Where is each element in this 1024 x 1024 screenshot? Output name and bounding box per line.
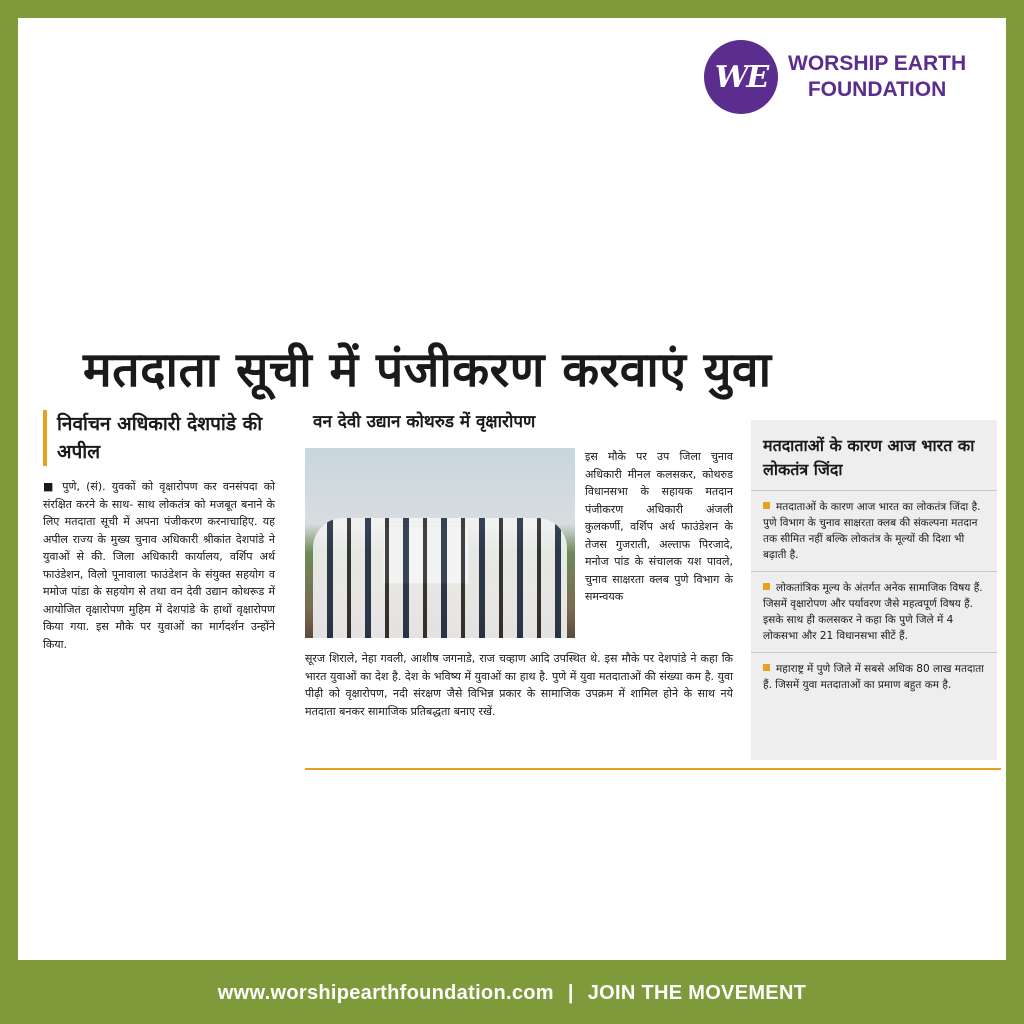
group-photo bbox=[305, 448, 575, 638]
sidebar-point bbox=[751, 490, 997, 571]
middle-side-text: इस मौके पर उप जिला चुनाव अधिकारी मीनल कलसकर, कोथरुड विधानसभा के सहायक मतदान पंजीकरण अधिकारी अंजली कुलकर्णी, वर्शिप अर्थ फाउंडेशन के तेजस गुजराती, अल्ताफ पिरजादे, मनोज पांड के संचालक यश पावले, चुनाव साक्षरता क्लब पुणे विभाग के समन्वयक bbox=[585, 450, 733, 603]
left-subhead: निर्वाचन अधिकारी देशपांडे की अपील bbox=[43, 410, 275, 466]
brand-name-line2: FOUNDATION bbox=[807, 78, 947, 101]
sidebar-point-text: महाराष्ट्र में पुणे जिले में सबसे अधिक 80 लाख मतदाता हैं. जिसमें युवा मतदाताओं का प्रमाण बहुत कम है. bbox=[763, 663, 985, 691]
accent-rule bbox=[305, 768, 1001, 770]
sidebar-point-text: लोकतांत्रिक मूल्य के अंतर्गत अनेक सामाजिक विषय हैं. जिसमें वृक्षारोपण और पर्यावरण जैसे महत्वपूर्ण विषय हैं. इसके साथ ही कलसकर ने कहा कि पुणे जिले में 4 लोकसभा और 21 विधानसभा सीटें हैं. bbox=[763, 582, 983, 642]
middle-bottom-text: सूरज शिराले, नेहा गवली, आशीष जगनाडे, राज चव्हाण आदि उपस्थित थे. इस मौके पर देशपांडे ने कहा कि भारत युवाओं का देश है. देश के भविष्य में युवाओं का हाथ है. पुणे में युवा मतदाताओं की संख्या कम है. युवा पीढ़ी को वृक्षारोपण, नदी संरक्षण जैसे विभिन्न प्रकार के सामाजिक उपक्रम में शामिल होने के साथ नये मतदाता बनकर सामाजिक प्रतिबद्धता बनाए रखें. bbox=[305, 652, 733, 718]
sidebar-point bbox=[751, 652, 997, 701]
brand-name bbox=[788, 51, 966, 103]
website-link[interactable]: www.worshipearthfoundation.com bbox=[217, 982, 554, 1004]
footer-separator: | bbox=[567, 982, 574, 1004]
sidebar-heading: मतदाताओं के कारण आज भारत का लोकतंत्र जिंदा bbox=[763, 436, 975, 479]
bullet-square-icon bbox=[763, 502, 770, 509]
sidebar-point bbox=[751, 571, 997, 652]
left-column bbox=[43, 410, 275, 653]
middle-subhead: वन देवी उद्यान कोथरुड में वृक्षारोपण bbox=[313, 412, 536, 432]
middle-column bbox=[305, 410, 733, 718]
newspaper-clipping bbox=[43, 338, 988, 768]
left-body: ■ पुणे, (सं). युवकों को वृक्षारोपण कर वनसंपदा को संरक्षित करने के साथ- साथ लोकतंत्र को मजबूत बनाने के लिए मतदाता सूची में अपना पंजीकरण करनाचाहिए. यह अपील राज्य के मुख्य चुनाव अधिकारी श्रीकांत देशपांडे ने युवाओं से की. जिला अधिकारी कार्यालय, वर्शिप अर्थ फाउंडेशन, विलो पूनावाला फाउंडेशन के संयुक्त सहयोग व ममोज पांडा के सहयोग से तथा वन देवी उद्यान कोथरूड में आयोजित वृक्षारोपण मुहिम में देशपांडे के हाथों वृक्षारोपण किया गया. इस मौके पर युवाओं का मार्गदर्शन उन्होंने किया. bbox=[43, 480, 275, 651]
photo-people bbox=[313, 518, 567, 638]
bullet-square-icon bbox=[763, 583, 770, 590]
footer-bar bbox=[0, 982, 1024, 1005]
right-sidebar bbox=[751, 420, 997, 760]
brand-name-line1: WORSHIP EARTH bbox=[788, 52, 967, 75]
sidebar-point-text: मतदाताओं के कारण आज भारत का लोकतंत्र जिंदा है. पुणे विभाग के चुनाव साक्षरता क्लब की संकल्पना मतदान तक सीमित नहीं बल्कि लोकतंत्र के मूल्यों की दिशा भी बढ़ाती है. bbox=[763, 501, 981, 561]
bullet-square-icon bbox=[763, 664, 770, 671]
brand-logo[interactable] bbox=[704, 40, 966, 114]
join-movement-link[interactable]: JOIN THE MOVEMENT bbox=[587, 982, 807, 1004]
article-headline: मतदाता सूची में पंजीकरण करवाएं युवा bbox=[83, 342, 772, 398]
content-panel bbox=[18, 18, 1006, 960]
we-logo-icon: WE bbox=[704, 40, 778, 114]
